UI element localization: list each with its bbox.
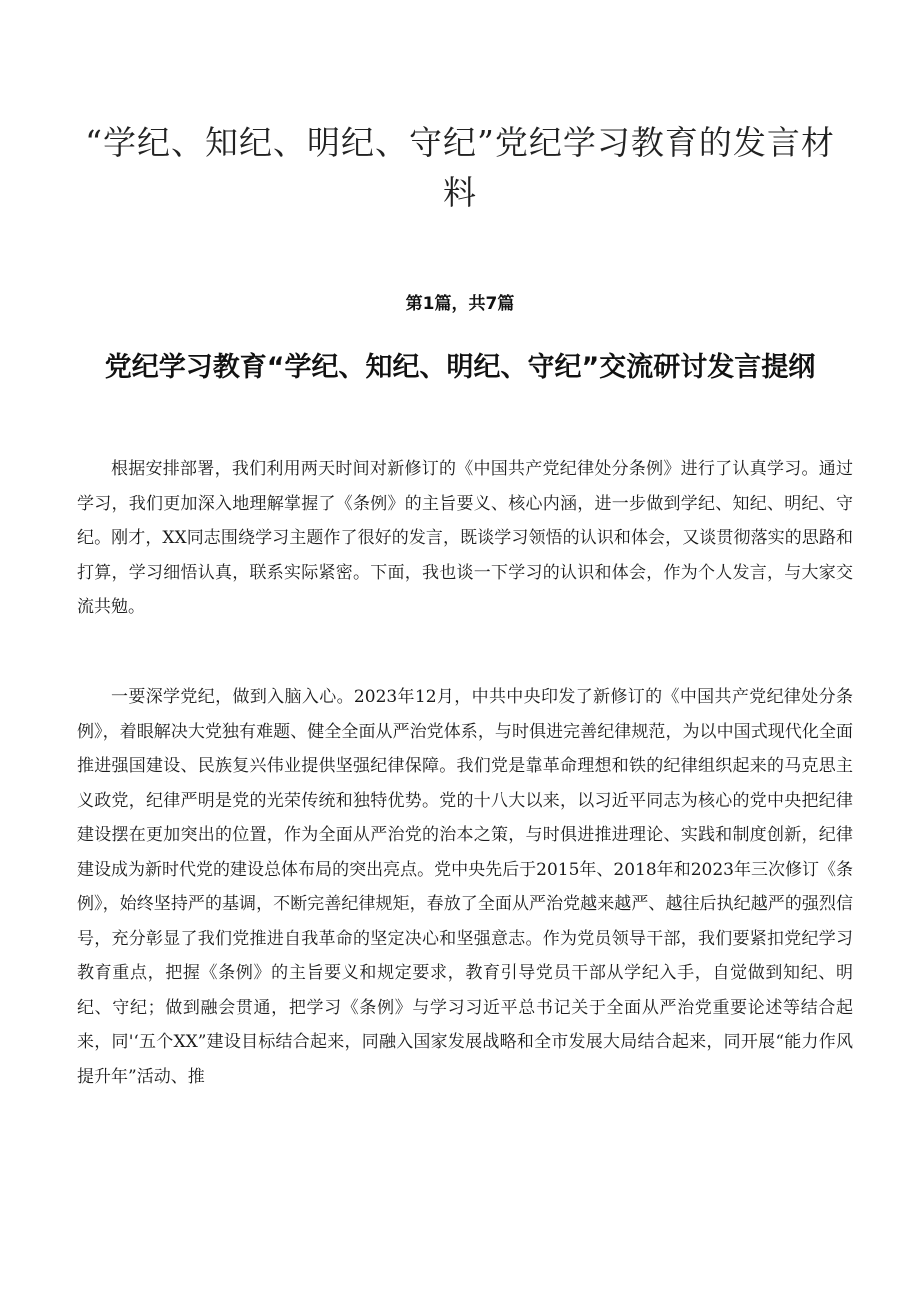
document-title: “学纪、知纪、明纪、守纪”党纪学习教育的发言材料 xyxy=(85,123,835,212)
paragraph-deep-study: 一要深学党纪，做到入脑入心。2023年12月，中共中央印发了新修订的《中国共产党纪律处分条例》，着眼解决大党独有难题、健全全面从严治党体系，与时俱进完善纪律规范，为以中国式现代化全面推进强国建设、民族复兴伟业提供坚强纪律保障。我们党是靠革命理想和铁的纪律组织起来的马克思主义政党，纪律严明是党的光荣传统和独特优势。党的十八大以来，以习近平同志为核心的党中央把纪律建设摆在更加突出的位置，作为全面从严治党的治本之策，与时俱进推进理论、实践和制度创新，纪律建设成为新时代党的建设总体布局的突出亮点。党中央先后于2015年、2018年和2023年三次修订《条例》，始终坚持严的基调，不断完善纪律规矩，春放了全面从严治党越来越严、越往后执纪越严的强烈信号，充分彰显了我们党推进自我革命的坚定决心和坚强意志。作为党员领导干部，我们要紧扣党纪学习教育重点，把握《条例》的主旨要义和规定要求，教育引导党员干部从学纪入手，自觉做到知纪、明纪、守纪；做到融会贯通，把学习《条例》与学习习近平总书记关于全面从严治党重要论述等结合起来，同'‘五个XX”建设目标结合起来，同融入国家发展战略和全市发展大局结合起来，同开展“能力作风提升年”活动、推 xyxy=(77,687,853,1087)
section-title: 党纪学习教育“学纪、知纪、明纪、守纪”交流研讨发言提纲 xyxy=(104,352,816,383)
paragraph-intro: 根据安排部署，我们利用两天时间对新修订的《中国共产党纪律处分条例》进行了认真学习。通过学习，我们更加深入地理解掌握了《条例》的主旨要义、核心内涵，进一步做到学纪、知纪、明纪、守纪。刚才，XX同志围绕学习主题作了很好的发言，既谈学习领悟的认识和体会，又谈贯彻落实的思路和打算，学习细悟认真，联系实际紧密。下面，我也谈一下学习的认识和体会，作为个人发言，与大家交流共勉。 xyxy=(77,459,853,617)
part-label: 第1篇，共7篇 xyxy=(405,294,515,314)
